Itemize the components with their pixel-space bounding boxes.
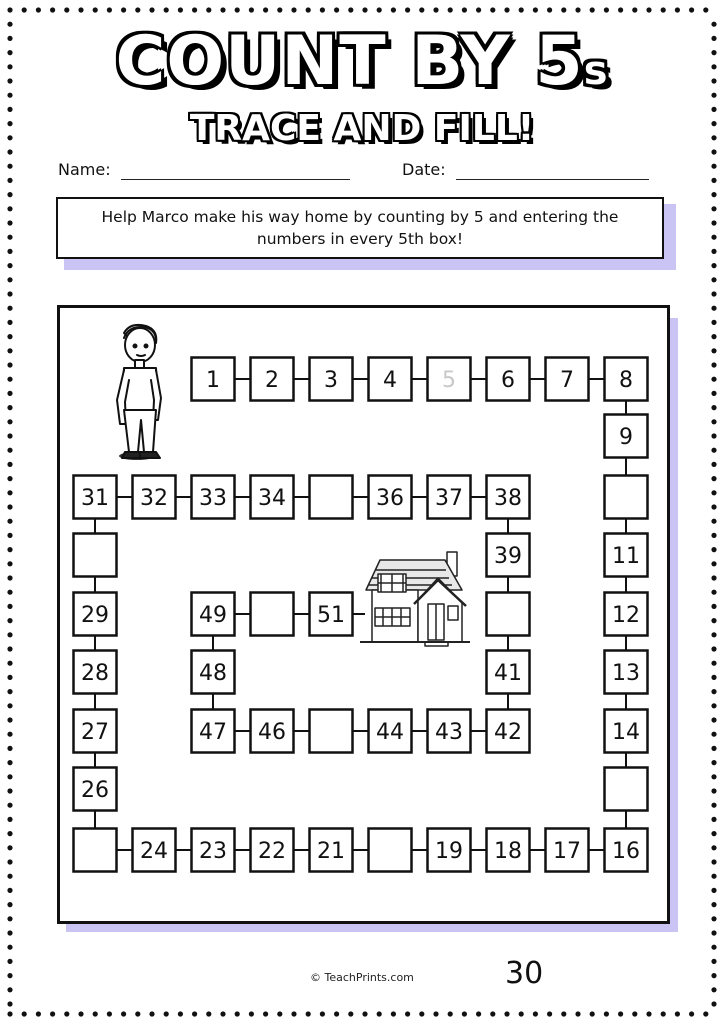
box-number: 38 bbox=[494, 486, 522, 511]
number-box bbox=[605, 593, 648, 636]
number-box bbox=[310, 358, 353, 401]
number-box bbox=[428, 358, 471, 401]
box-number: 31 bbox=[81, 486, 109, 511]
box-number: 43 bbox=[435, 720, 463, 745]
box-number: 2 bbox=[265, 368, 279, 393]
box-number: 1 bbox=[206, 368, 220, 393]
number-box bbox=[605, 651, 648, 694]
number-box bbox=[251, 358, 294, 401]
number-box bbox=[487, 651, 530, 694]
box-number: 39 bbox=[494, 544, 522, 569]
number-box bbox=[369, 710, 412, 753]
number-box bbox=[133, 476, 176, 519]
box-number: 37 bbox=[435, 486, 463, 511]
box-number: 12 bbox=[612, 603, 640, 628]
box-number: 21 bbox=[317, 839, 345, 864]
box-number: 44 bbox=[376, 720, 404, 745]
boy-illustration bbox=[117, 325, 161, 460]
box-number: 4 bbox=[383, 368, 397, 393]
blank-number-box[interactable] bbox=[605, 768, 648, 811]
box-number: 9 bbox=[619, 425, 633, 450]
number-box bbox=[369, 476, 412, 519]
number-box bbox=[251, 710, 294, 753]
box-number: 42 bbox=[494, 720, 522, 745]
traced-number: 5 bbox=[442, 368, 456, 393]
number-box bbox=[251, 476, 294, 519]
number-box bbox=[428, 829, 471, 872]
blank-number-box[interactable] bbox=[310, 710, 353, 753]
blank-number-box[interactable] bbox=[487, 593, 530, 636]
box-number: 26 bbox=[81, 778, 109, 803]
number-box bbox=[133, 829, 176, 872]
worksheet-subtitle: TRACE AND FILL! bbox=[189, 108, 535, 149]
instructions-line-2: numbers in every 5th box! bbox=[256, 230, 464, 248]
box-number: 48 bbox=[199, 661, 227, 686]
number-box bbox=[487, 476, 530, 519]
box-number: 24 bbox=[140, 839, 168, 864]
box-number: 17 bbox=[553, 839, 581, 864]
box-number: 22 bbox=[258, 839, 286, 864]
date-label: Date: bbox=[402, 160, 446, 179]
number-box bbox=[74, 593, 117, 636]
box-number: 11 bbox=[612, 544, 640, 569]
number-box bbox=[74, 476, 117, 519]
box-number: 7 bbox=[560, 368, 574, 393]
number-box bbox=[605, 358, 648, 401]
blank-number-box[interactable] bbox=[369, 829, 412, 872]
box-number: 51 bbox=[317, 603, 345, 628]
box-number: 33 bbox=[199, 486, 227, 511]
box-number: 28 bbox=[81, 661, 109, 686]
box-number: 49 bbox=[199, 603, 227, 628]
number-box bbox=[605, 534, 648, 577]
number-box bbox=[192, 358, 235, 401]
number-box bbox=[369, 358, 412, 401]
number-box bbox=[310, 593, 353, 636]
number-box bbox=[605, 415, 648, 458]
box-number: 46 bbox=[258, 720, 286, 745]
worksheet-title: COUNT BY 5s bbox=[115, 22, 609, 101]
box-number: 3 bbox=[324, 368, 338, 393]
number-box bbox=[605, 829, 648, 872]
number-box bbox=[428, 476, 471, 519]
blank-number-box[interactable] bbox=[310, 476, 353, 519]
number-box bbox=[74, 710, 117, 753]
number-box bbox=[310, 829, 353, 872]
number-box bbox=[546, 358, 589, 401]
box-number: 36 bbox=[376, 486, 404, 511]
copyright: © TeachPrints.com bbox=[310, 971, 414, 984]
number-box bbox=[192, 710, 235, 753]
box-number: 6 bbox=[501, 368, 515, 393]
box-number: 14 bbox=[612, 720, 640, 745]
box-number: 41 bbox=[494, 661, 522, 686]
number-box bbox=[192, 593, 235, 636]
box-number: 47 bbox=[199, 720, 227, 745]
blank-number-box[interactable] bbox=[251, 593, 294, 636]
number-box bbox=[192, 651, 235, 694]
box-number: 23 bbox=[199, 839, 227, 864]
number-box bbox=[487, 358, 530, 401]
number-box bbox=[487, 534, 530, 577]
box-number: 8 bbox=[619, 368, 633, 393]
box-number: 13 bbox=[612, 661, 640, 686]
box-number: 29 bbox=[81, 603, 109, 628]
number-box bbox=[546, 829, 589, 872]
number-box bbox=[605, 710, 648, 753]
number-box bbox=[487, 829, 530, 872]
box-number: 32 bbox=[140, 486, 168, 511]
instructions-line-1: Help Marco make his way home by counting by 5 and entering the bbox=[101, 208, 619, 226]
box-number: 34 bbox=[258, 486, 286, 511]
box-number: 27 bbox=[81, 720, 109, 745]
house-icon bbox=[360, 552, 470, 646]
page-number: 30 bbox=[505, 956, 544, 991]
number-box bbox=[428, 710, 471, 753]
number-box bbox=[487, 710, 530, 753]
number-box bbox=[192, 829, 235, 872]
box-number: 18 bbox=[494, 839, 522, 864]
box-number: 16 bbox=[612, 839, 640, 864]
blank-number-box[interactable] bbox=[605, 476, 648, 519]
number-box bbox=[74, 768, 117, 811]
number-box bbox=[74, 651, 117, 694]
blank-number-box[interactable] bbox=[74, 829, 117, 872]
maze-connectors bbox=[95, 379, 626, 850]
blank-number-box[interactable] bbox=[74, 534, 117, 577]
number-box bbox=[192, 476, 235, 519]
box-number: 19 bbox=[435, 839, 463, 864]
number-box bbox=[251, 829, 294, 872]
name-label: Name: bbox=[58, 160, 111, 179]
